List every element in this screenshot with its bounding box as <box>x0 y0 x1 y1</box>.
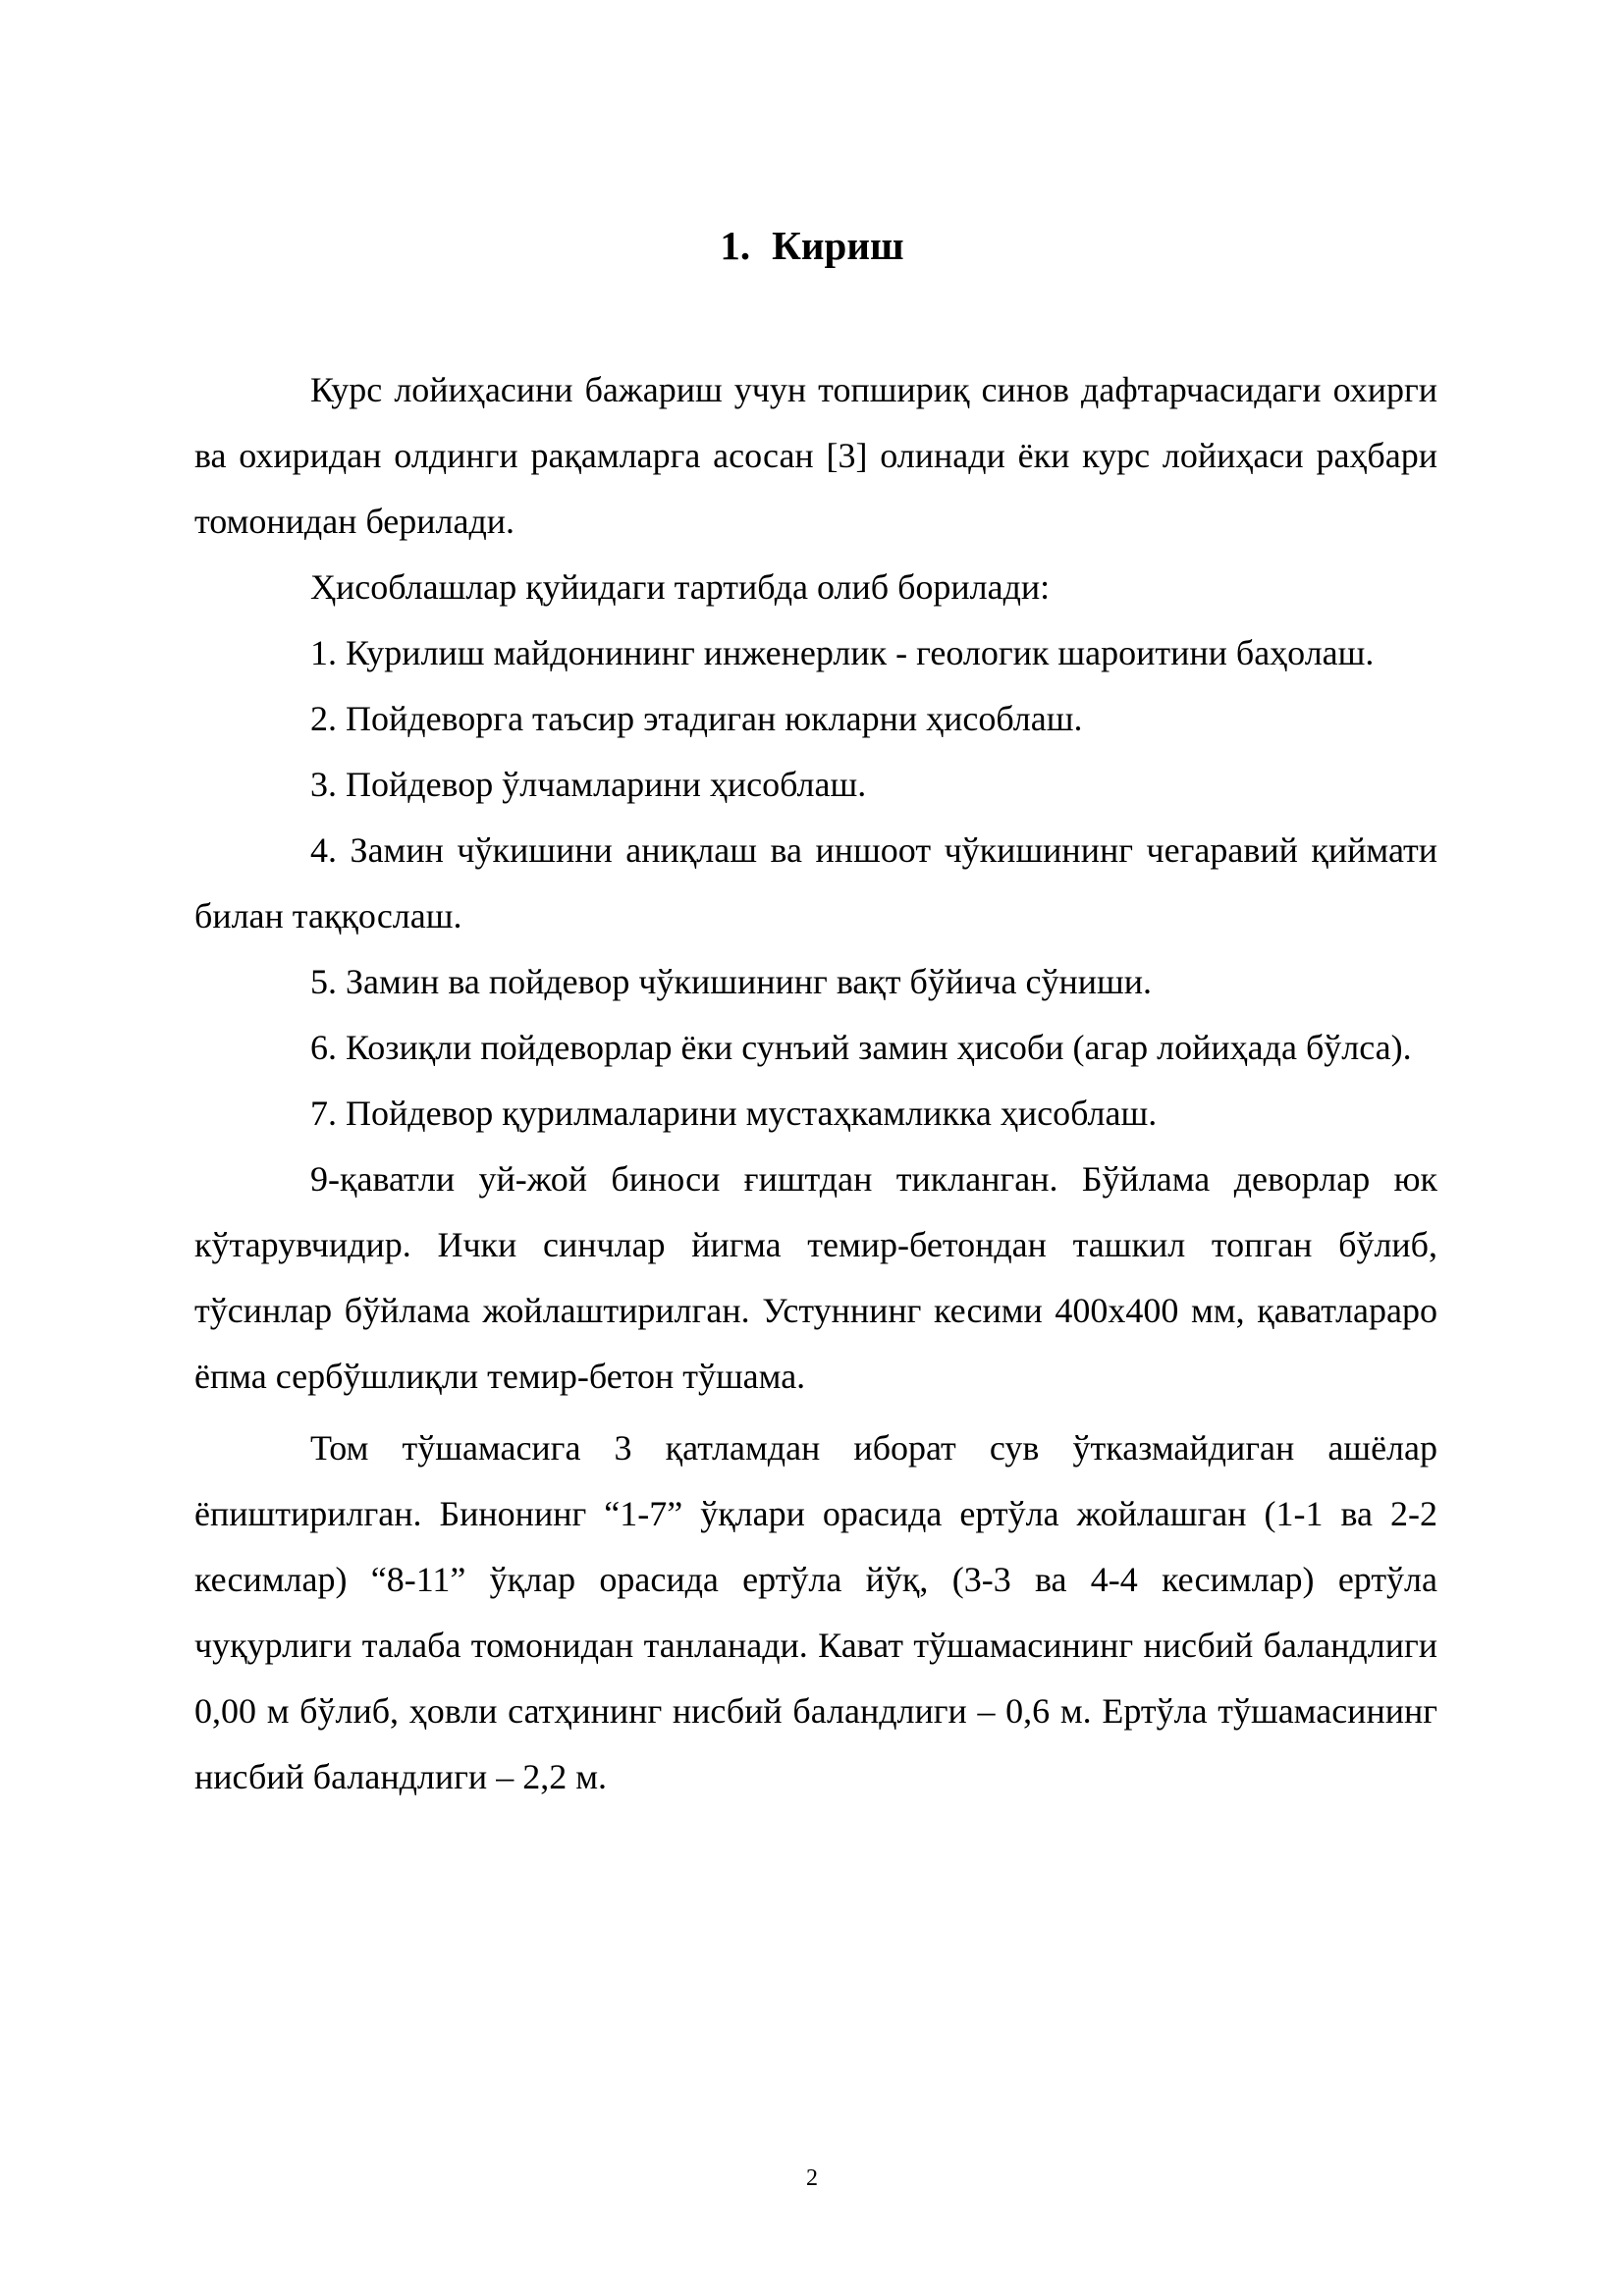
section-heading <box>0 218 1624 273</box>
paragraph-building: 9-қаватли уй-жой биноси ғиштдан тикланган. Бўйлама деворлар юк кўтарувчидир. Ички синчлар йигма темир-бетондан ташкил топган бўлиб, тўсинлар бўйлама жойлаштирилган. Устуннинг кесими 400х400 мм, қаватлараро ёпма сербўшлиқли темир-бетон тўшама. <box>194 1159 1437 1396</box>
page-number: 2 <box>806 2165 818 2191</box>
body-text <box>194 357 1437 1810</box>
list-item-7: 7. Пойдевор қурилмаларини мустаҳкамликка ҳисоблаш. <box>310 1094 1158 1133</box>
paragraph-order-lead: Ҳисоблашлар қуйидаги тартибда олиб борилади: <box>310 567 1051 607</box>
section-number: 1. <box>720 223 751 268</box>
list-item-6: 6. Козиқли пойдеворлар ёки сунъий замин ҳисоби (агар лойиҳада бўлса). <box>310 1028 1412 1067</box>
list-item-5: 5. Замин ва пойдевор чўкишининг вақт бўйича сўниши. <box>310 962 1152 1001</box>
paragraph-intro: Курс лойиҳасини бажариш учун топшириқ синов дафтарчасидаги охирги ва охиридан олдинги рақамларга асосан [3] олинади ёки курс лойиҳаси раҳбари томонидан берилади. <box>194 370 1437 541</box>
list-item-2: 2. Пойдеворга таъсир этадиган юкларни ҳисоблаш. <box>310 699 1083 738</box>
list-item-3: 3. Пойдевор ўлчамларини ҳисоблаш. <box>310 765 867 804</box>
list-item-4: 4. Замин чўкишини аниқлаш ва иншоот чўкишининг чегаравий қиймати билан таққослаш. <box>194 830 1437 935</box>
paragraph-roof: Том тўшамасига 3 қатламдан иборат сув ўтказмайдиган ашёлар ёпиштирилган. Бинонинг “1-7” ўқлари орасида ертўла жойлашган (1-1 ва 2-2 кесимлар) “8-11” ўқлар орасида ертўла йўқ, (3-3 ва 4-4 кесимлар) ертўла чуқурлиги талаба томонидан танланади. Кават тўшамасининг нисбий баландлиги 0,00 м бўлиб, ҳовли сатҳининг нисбий баландлиги – 0,6 м. Ертўла тўшамасининг нисбий баландлиги – 2,2 м. <box>194 1428 1437 1796</box>
section-title: Кириш <box>772 223 904 268</box>
list-item-1: 1. Курилиш майдонининг инженерлик - геологик шароитини баҳолаш. <box>310 633 1375 672</box>
